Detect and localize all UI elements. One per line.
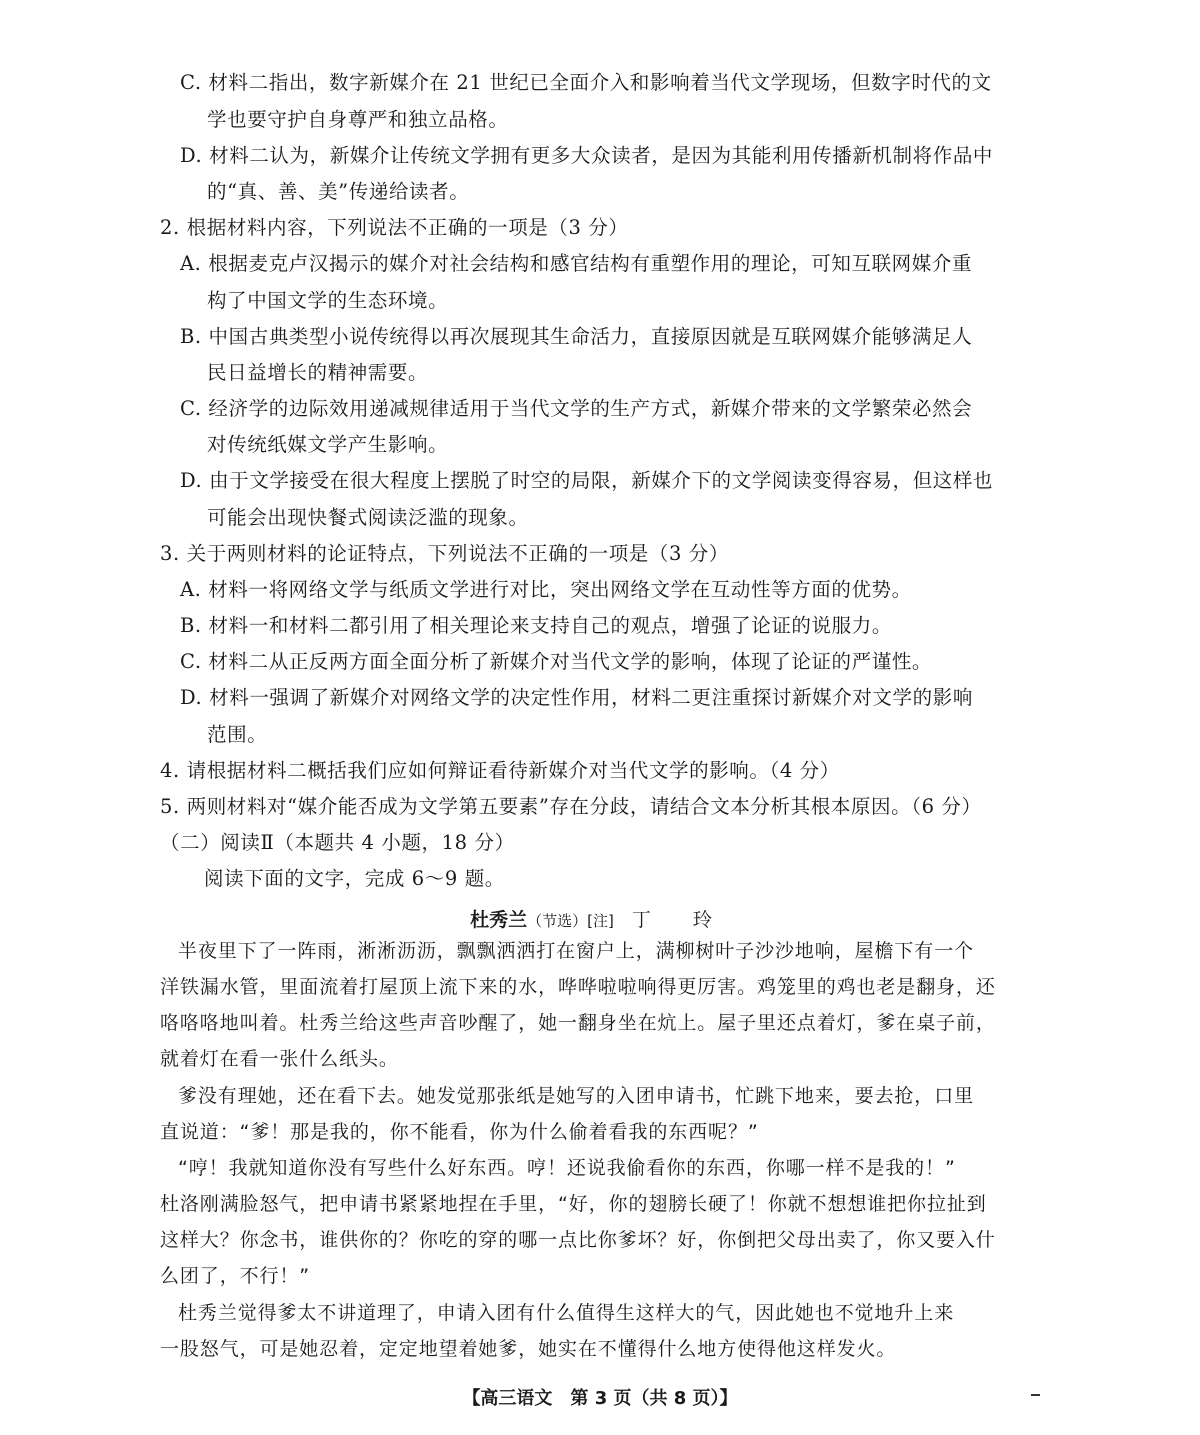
story-paragraph-1-line3: 咯咯咯地叫着。杜秀兰给这些声音吵醒了，她一翻身坐在炕上。屋子里还点着灯，爹在桌子前， — [160, 1012, 996, 1034]
story-paragraph-1-line2: 洋铁漏水管，里面流着打屋顶上流下来的水，哗哗啦啦响得更厉害。鸡笼里的鸡也老是翻身，还 — [160, 976, 996, 998]
q3-option-a: A. 材料一将网络文学与纸质文学进行对比，突出网络文学在互动性等方面的优势。 — [180, 578, 912, 601]
question-4: 4. 请根据材料二概括我们应如何辩证看待新媒介对当代文学的影响。（4 分） — [160, 759, 840, 782]
story-title — [0, 905, 1200, 932]
q3-option-d-line1: D. 材料一强调了新媒介对网络文学的决定性作用，材料二更注重探讨新媒介对文学的影响 — [180, 686, 973, 709]
q3-option-c: C. 材料二从正反两方面全面分析了新媒介对当代文学的影响，体现了论证的严谨性。 — [180, 650, 933, 673]
q2-option-a-line1: A. 根据麦克卢汉揭示的媒介对社会结构和感官结构有重塑作用的理论，可知互联网媒介重 — [180, 252, 973, 275]
story-paragraph-1-line4: 就着灯在看一张什么纸头。 — [160, 1048, 399, 1070]
q1-option-d-line2: 的“真、善、美”传递给读者。 — [207, 180, 470, 203]
story-paragraph-2-line1: 爹没有理她，还在看下去。她发觉那张纸是她写的入团申请书，忙跳下地来，要去抢，口里 — [178, 1085, 975, 1107]
q2-option-d-line1: D. 由于文学接受在很大程度上摆脱了时空的局限，新媒介下的文学阅读变得容易，但这样也 — [180, 469, 994, 492]
story-author: 丁 玲 — [631, 909, 730, 931]
question-3: 3. 关于两则材料的论证特点，下列说法不正确的一项是（3 分） — [160, 542, 730, 565]
q2-option-c-line1: C. 经济学的边际效用递减规律适用于当代文学的生产方式，新媒介带来的文学繁荣必然会 — [180, 397, 973, 420]
question-5: 5. 两则材料对“媒介能否成为文学第五要素”存在分歧，请结合文本分析其根本原因。（6 分） — [160, 795, 982, 818]
page-footer: 【高三语文 第 3 页（共 8 页）】 — [462, 1388, 738, 1409]
story-title-text: 杜秀兰 — [470, 909, 528, 931]
story-paragraph-1-line1: 半夜里下了一阵雨，淅淅沥沥，飘飘洒洒打在窗户上，满柳树叶子沙沙地响，屋檐下有一个 — [178, 940, 975, 962]
reading-instruction: 阅读下面的文字，完成 6～9 题。 — [204, 867, 505, 890]
corner-mark — [1031, 1394, 1040, 1396]
q2-option-b-line2: 民日益增长的精神需要。 — [207, 361, 429, 384]
q1-option-c-line1: C. 材料二指出，数字新媒介在 21 世纪已全面介入和影响着当代文学现场，但数字时代的文 — [180, 71, 992, 94]
story-paragraph-3-line1: “哼！我就知道你没有写些什么好东西。哼！还说我偷看你的东西，你哪一样不是我的！” — [178, 1157, 956, 1179]
story-paragraph-3-line2: 杜洛刚满脸怒气，把申请书紧紧地捏在手里，“好，你的翅膀长硬了！你就不想想谁把你拉扯到 — [160, 1193, 987, 1215]
story-paragraph-4-line2: 一股怒气，可是她忍着，定定地望着她爹，她实在不懂得什么地方使得他这样发火。 — [160, 1338, 897, 1360]
q2-option-a-line2: 构了中国文学的生态环境。 — [207, 289, 449, 312]
q2-option-b-line1: B. 中国古典类型小说传统得以再次展现其生命活力，直接原因就是互联网媒介能够满足人 — [180, 325, 973, 348]
q3-option-b: B. 材料一和材料二都引用了相关理论来支持自己的观点，增强了论证的说服力。 — [180, 614, 892, 637]
question-2: 2. 根据材料内容，下列说法不正确的一项是（3 分） — [160, 216, 629, 239]
q1-option-d-line1: D. 材料二认为，新媒介让传统文学拥有更多大众读者，是因为其能利用传播新机制将作品中 — [180, 144, 994, 167]
story-paragraph-4-line1: 杜秀兰觉得爹太不讲道理了，申请入团有什么值得生这样大的气，因此她也不觉地升上来 — [178, 1302, 955, 1324]
q3-option-d-line2: 范围。 — [207, 723, 268, 746]
section-heading: （二）阅读Ⅱ（本题共 4 小题，18 分） — [160, 831, 515, 854]
story-paragraph-2-line2: 直说道：“爹！那是我的，你不能看，你为什么偷着看我的东西呢？” — [160, 1121, 759, 1143]
q2-option-d-line2: 可能会出现快餐式阅读泛滥的现象。 — [207, 506, 529, 529]
story-paragraph-3-line3: 这样大？你念书，谁供你的？你吃的穿的哪一点比你爹坏？好，你倒把父母出卖了，你又要入什 — [160, 1229, 996, 1251]
q1-option-c-line2: 学也要守护自身尊严和独立品格。 — [207, 108, 509, 131]
story-paragraph-3-line4: 么团了，不行！” — [160, 1265, 311, 1287]
story-title-note: （节选）[注] — [527, 912, 614, 930]
q2-option-c-line2: 对传统纸媒文学产生影响。 — [207, 433, 449, 456]
